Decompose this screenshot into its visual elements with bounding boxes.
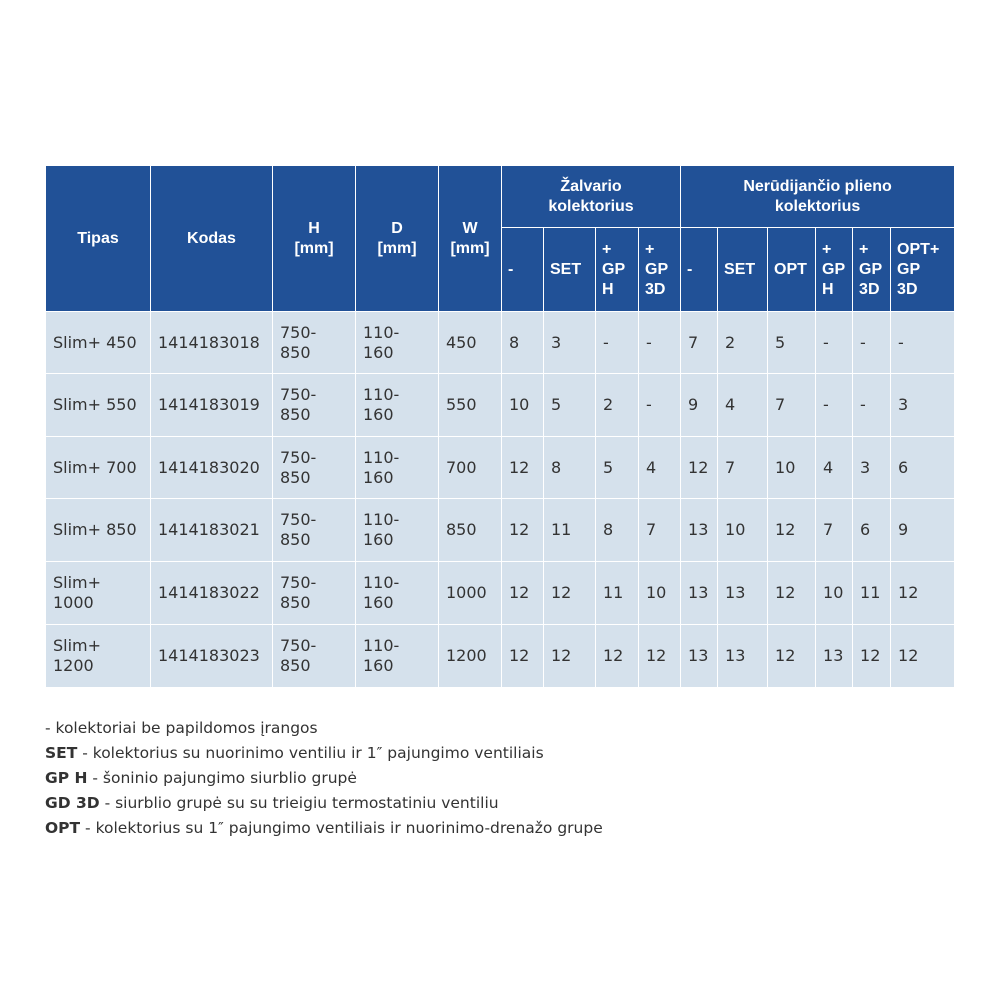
cell-value: 12	[596, 625, 639, 688]
cell-value: -	[816, 312, 853, 374]
cell-value: -	[639, 374, 681, 437]
cell-value: 5	[596, 437, 639, 499]
cell-value: 10	[639, 562, 681, 625]
cell-tipas: Slim+ 850	[46, 499, 151, 562]
legend-term: SET	[45, 744, 78, 762]
cell-value: 4	[639, 437, 681, 499]
cell-value: 9	[681, 374, 718, 437]
cell-d: 110- 160	[356, 437, 439, 499]
cell-value: 6	[891, 437, 955, 499]
cell-value: 7	[816, 499, 853, 562]
cell-value: 10	[816, 562, 853, 625]
legend-line	[45, 741, 603, 766]
cell-value: 3	[853, 437, 891, 499]
cell-value: 5	[768, 312, 816, 374]
cell-value: 11	[544, 499, 596, 562]
cell-value: 12	[768, 625, 816, 688]
table-row	[46, 312, 955, 374]
legend-text: - šoninio pajungimo siurblio grupė	[87, 769, 357, 787]
subheader-cell: + GP 3D	[853, 228, 891, 312]
cell-tipas: Slim+ 550	[46, 374, 151, 437]
cell-tipas: Slim+ 1200	[46, 625, 151, 688]
cell-value: 12	[639, 625, 681, 688]
cell-h: 750- 850	[273, 625, 356, 688]
cell-kodas: 1414183021	[151, 499, 273, 562]
cell-value: 8	[502, 312, 544, 374]
cell-value: 7	[718, 437, 768, 499]
cell-value: 8	[544, 437, 596, 499]
cell-d: 110- 160	[356, 562, 439, 625]
cell-value: 7	[639, 499, 681, 562]
cell-value: 12	[768, 499, 816, 562]
table-row	[46, 625, 955, 688]
spec-table	[45, 165, 955, 688]
cell-h: 750- 850	[273, 374, 356, 437]
cell-value: 11	[596, 562, 639, 625]
cell-value: 5	[544, 374, 596, 437]
cell-kodas: 1414183018	[151, 312, 273, 374]
table-body	[46, 312, 955, 688]
cell-value: -	[853, 374, 891, 437]
cell-value: 12	[502, 437, 544, 499]
cell-value: 13	[718, 625, 768, 688]
header-kodas: Kodas	[151, 166, 273, 312]
legend-notes	[45, 716, 603, 841]
cell-value: 12	[502, 625, 544, 688]
legend-term: GD 3D	[45, 794, 100, 812]
cell-d: 110- 160	[356, 312, 439, 374]
cell-d: 110- 160	[356, 374, 439, 437]
table-row	[46, 562, 955, 625]
subheader-cell: -	[681, 228, 718, 312]
cell-value: -	[816, 374, 853, 437]
header-w: W [mm]	[439, 166, 502, 312]
legend-text: - siurblio grupė su su trieigiu termostatiniu ventiliu	[99, 794, 499, 812]
cell-value: 12	[502, 499, 544, 562]
cell-value: 3	[891, 374, 955, 437]
cell-value: 7	[768, 374, 816, 437]
cell-value: 12	[853, 625, 891, 688]
legend-line	[45, 766, 603, 791]
cell-kodas: 1414183023	[151, 625, 273, 688]
header-group-steel: Nerūdijančio plieno kolektorius	[681, 166, 955, 228]
cell-h: 750- 850	[273, 562, 356, 625]
cell-value: 2	[596, 374, 639, 437]
cell-d: 110- 160	[356, 499, 439, 562]
subheader-cell: SET	[718, 228, 768, 312]
cell-kodas: 1414183019	[151, 374, 273, 437]
legend-line	[45, 791, 603, 816]
cell-value: 13	[681, 625, 718, 688]
table-row	[46, 374, 955, 437]
cell-w: 450	[439, 312, 502, 374]
cell-value: 8	[596, 499, 639, 562]
cell-tipas: Slim+ 450	[46, 312, 151, 374]
legend-line	[45, 716, 603, 741]
cell-w: 700	[439, 437, 502, 499]
cell-w: 550	[439, 374, 502, 437]
subheader-cell: + GP 3D	[639, 228, 681, 312]
cell-value: 6	[853, 499, 891, 562]
legend-term: OPT	[45, 819, 81, 837]
cell-value: 9	[891, 499, 955, 562]
legend-line	[45, 816, 603, 841]
cell-tipas: Slim+ 1000	[46, 562, 151, 625]
subheader-cell: OPT	[768, 228, 816, 312]
cell-value: 13	[681, 562, 718, 625]
cell-value: 11	[853, 562, 891, 625]
subheader-cell: SET	[544, 228, 596, 312]
legend-text: - kolektorius su nuorinimo ventiliu ir 1″ pajungimo ventiliais	[77, 744, 544, 762]
cell-value: 12	[891, 562, 955, 625]
table-row	[46, 499, 955, 562]
cell-value: 10	[718, 499, 768, 562]
legend-term: GP H	[45, 769, 88, 787]
cell-value: 3	[544, 312, 596, 374]
cell-value: 10	[768, 437, 816, 499]
cell-value: 12	[502, 562, 544, 625]
cell-value: -	[891, 312, 955, 374]
cell-value: 12	[544, 625, 596, 688]
header-tipas: Tipas	[46, 166, 151, 312]
cell-value: 12	[768, 562, 816, 625]
legend-text: - kolektorius su 1″ pajungimo ventiliais ir nuorinimo-drenažo grupe	[80, 819, 603, 837]
cell-w: 1200	[439, 625, 502, 688]
header-d: D [mm]	[356, 166, 439, 312]
cell-value: -	[853, 312, 891, 374]
subheader-cell: OPT+ GP 3D	[891, 228, 955, 312]
subheader-cell: + GP H	[816, 228, 853, 312]
subheader-cell: -	[502, 228, 544, 312]
cell-value: -	[639, 312, 681, 374]
header-group-brass: Žalvario kolektorius	[502, 166, 681, 228]
cell-h: 750- 850	[273, 437, 356, 499]
cell-w: 850	[439, 499, 502, 562]
cell-value: 4	[718, 374, 768, 437]
cell-value: 13	[816, 625, 853, 688]
cell-h: 750- 850	[273, 312, 356, 374]
cell-value: -	[596, 312, 639, 374]
table-row	[46, 437, 955, 499]
legend-text: - kolektoriai be papildomos įrangos	[45, 719, 318, 737]
cell-value: 2	[718, 312, 768, 374]
cell-value: 13	[681, 499, 718, 562]
subheader-cell: + GP H	[596, 228, 639, 312]
cell-w: 1000	[439, 562, 502, 625]
cell-value: 13	[718, 562, 768, 625]
cell-value: 4	[816, 437, 853, 499]
cell-value: 12	[681, 437, 718, 499]
cell-value: 12	[891, 625, 955, 688]
cell-kodas: 1414183020	[151, 437, 273, 499]
header-h: H [mm]	[273, 166, 356, 312]
cell-value: 7	[681, 312, 718, 374]
cell-tipas: Slim+ 700	[46, 437, 151, 499]
cell-d: 110- 160	[356, 625, 439, 688]
cell-kodas: 1414183022	[151, 562, 273, 625]
cell-value: 12	[544, 562, 596, 625]
cell-h: 750- 850	[273, 499, 356, 562]
cell-value: 10	[502, 374, 544, 437]
